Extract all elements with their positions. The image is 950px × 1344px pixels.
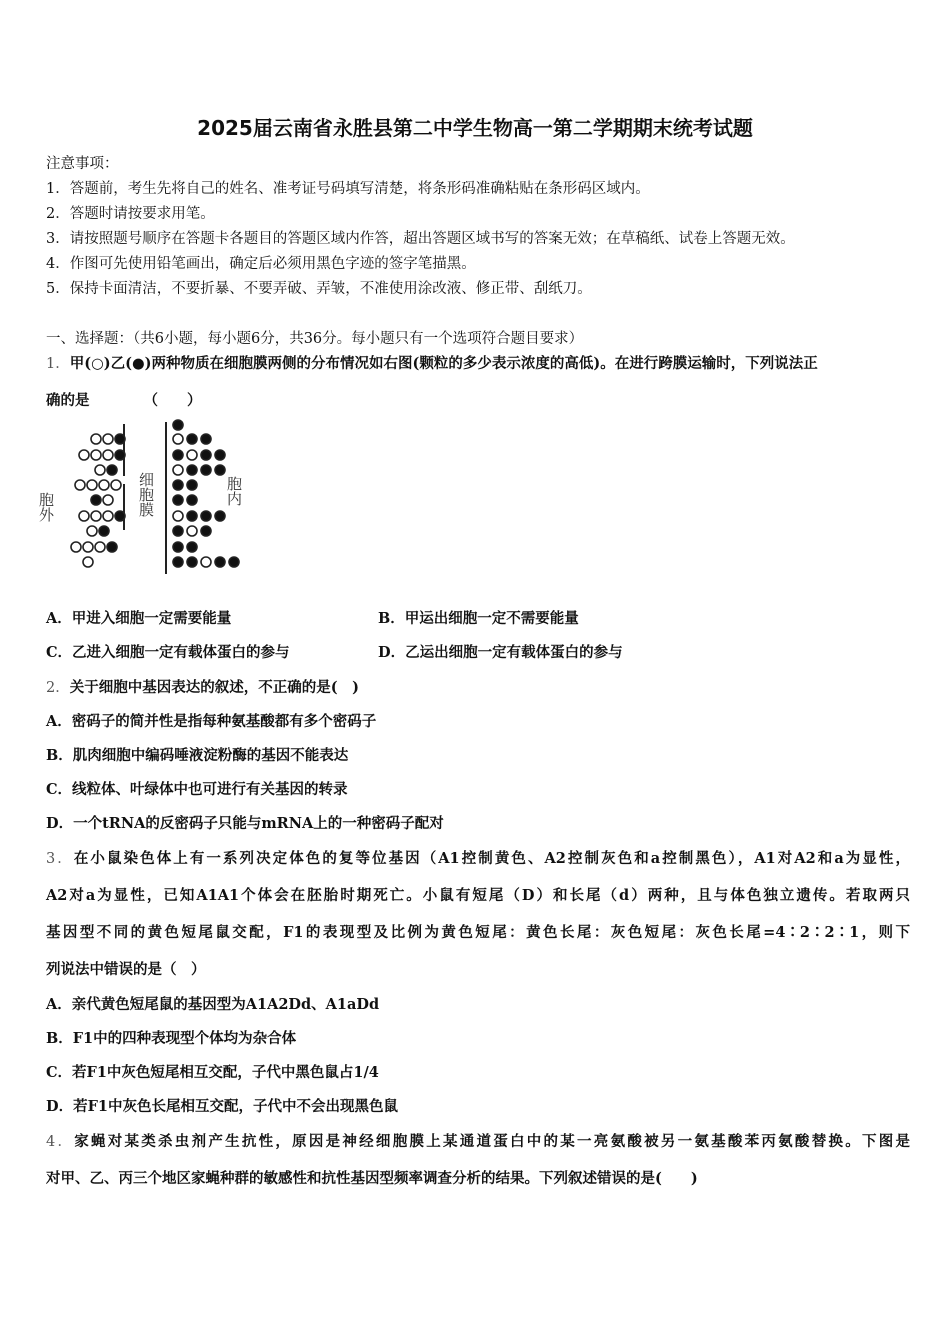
q3-line1: [46, 847, 910, 868]
q2-option-d[interactable]: D．一个tRNA的反密码子只能与mRNA上的一种密码子配对: [46, 815, 444, 832]
exam-title: 2025届云南省永胜县第二中学生物高一第二学期期末统考试题: [197, 116, 753, 140]
q2-option-b[interactable]: B．肌肉细胞中编码唾液淀粉酶的基因不能表达: [46, 747, 349, 764]
q3-option-c[interactable]: C．若F1中灰色短尾相互交配，子代中黑色鼠占1/4: [46, 1064, 379, 1081]
q1-line2: [46, 389, 202, 410]
q1-line1: [46, 352, 818, 373]
q4-line1: [46, 1130, 910, 1151]
q3-line4: 列说法中错误的是（ ）: [46, 961, 206, 978]
q3-option-b[interactable]: B．F1中的四种表现型个体均为杂合体: [46, 1030, 297, 1047]
q1-answer-paren: （ ）: [143, 392, 202, 409]
notice-item-3: 3．请按照题号顺序在答题卡各题目的答题区域内作答，超出答题区域书写的答案无效；在草稿纸、试卷上答题无效。: [46, 231, 795, 247]
q4-line2: 对甲、乙、丙三个地区家蝇种群的敏感性和抗性基因型频率调查分析的结果。下列叙述错误的是( ): [46, 1170, 698, 1187]
q1-number: 1．: [46, 356, 70, 372]
membrane-diagram: [37, 418, 260, 578]
notice-item-5: 5．保持卡面清洁，不要折暴、不要弄破、弄皱，不准使用涂改液、修正带、刮纸刀。: [46, 281, 592, 297]
notice-item-2: 2．答题时请按要求用笔。: [46, 206, 215, 222]
q2-text: 关于细胞中基因表达的叙述，不正确的是( ): [69, 679, 359, 696]
q2-option-c[interactable]: C．线粒体、叶绿体中也可进行有关基因的转录: [46, 781, 348, 798]
label-membrane: 细胞膜: [137, 472, 155, 517]
q2-option-a[interactable]: A．密码子的简并性是指每种氨基酸都有多个密码子: [46, 713, 377, 730]
notice-item-1: 1．答题前，考生先将自己的姓名、准考证号码填写清楚，将条形码准确粘贴在条形码区域内。: [46, 181, 650, 197]
notice-heading: 注意事项：: [46, 156, 119, 172]
q2-number: 2．: [46, 680, 70, 696]
q1-option-b[interactable]: B．甲运出细胞一定不需要能量: [378, 610, 579, 627]
q1-option-c[interactable]: C．乙进入细胞一定有载体蛋白的参与: [46, 644, 290, 661]
q4-number: 4．: [46, 1134, 75, 1150]
q1-text-cont: 确的是: [46, 392, 90, 409]
q3-option-a[interactable]: A．亲代黄色短尾鼠的基因型为A1A2Dd、A1aDd: [46, 996, 380, 1013]
q1-option-a[interactable]: A．甲进入细胞一定需要能量: [46, 610, 232, 627]
q3-number: 3．: [46, 851, 74, 867]
q2-stem: [46, 676, 359, 697]
label-outside: 胞外: [37, 492, 55, 522]
q3-text-1: 在小鼠染色体上有一系列决定体色的复等位基因（A1控制黄色、A2控制灰色和a控制黑色），A1对A2和a为显性，: [73, 850, 910, 867]
outside-particles: [71, 434, 125, 567]
q3-line2: A2对a为显性，已知A1A1个体会在胚胎时期死亡。小鼠有短尾（D）和长尾（d）两种，且与体色独立遗传。若取两只: [46, 887, 910, 904]
q1-option-d[interactable]: D．乙运出细胞一定有载体蛋白的参与: [378, 644, 623, 661]
q1-text: 甲(○)乙(●)两种物质在细胞膜两侧的分布情况如右图(颗粒的多少表示浓度的高低)。在进行跨膜运输时，下列说法正: [69, 355, 818, 372]
outside-label: [37, 492, 55, 522]
q3-line3: 基因型不同的黄色短尾鼠交配，F1的表现型及比例为黄色短尾：黄色长尾：灰色短尾：灰色长尾=4∶2∶2∶1，则下: [46, 924, 910, 941]
q3-option-d[interactable]: D．若F1中灰色长尾相互交配，子代中不会出现黑色鼠: [46, 1098, 398, 1115]
label-inside: 胞内: [225, 476, 243, 506]
section-heading: 一、选择题：（共6小题，每小题6分，共36分。每小题只有一个选项符合题目要求）: [46, 331, 584, 347]
q4-text-1: 家蝇对某类杀虫剂产生抗性，原因是神经细胞膜上某通道蛋白中的某一亮氨酸被另一氨基酸苯丙氨酸替换。下图是: [74, 1133, 910, 1150]
notice-item-4: 4．作图可先使用铅笔画出，确定后必须用黑色字迹的签字笔描黑。: [46, 256, 476, 272]
